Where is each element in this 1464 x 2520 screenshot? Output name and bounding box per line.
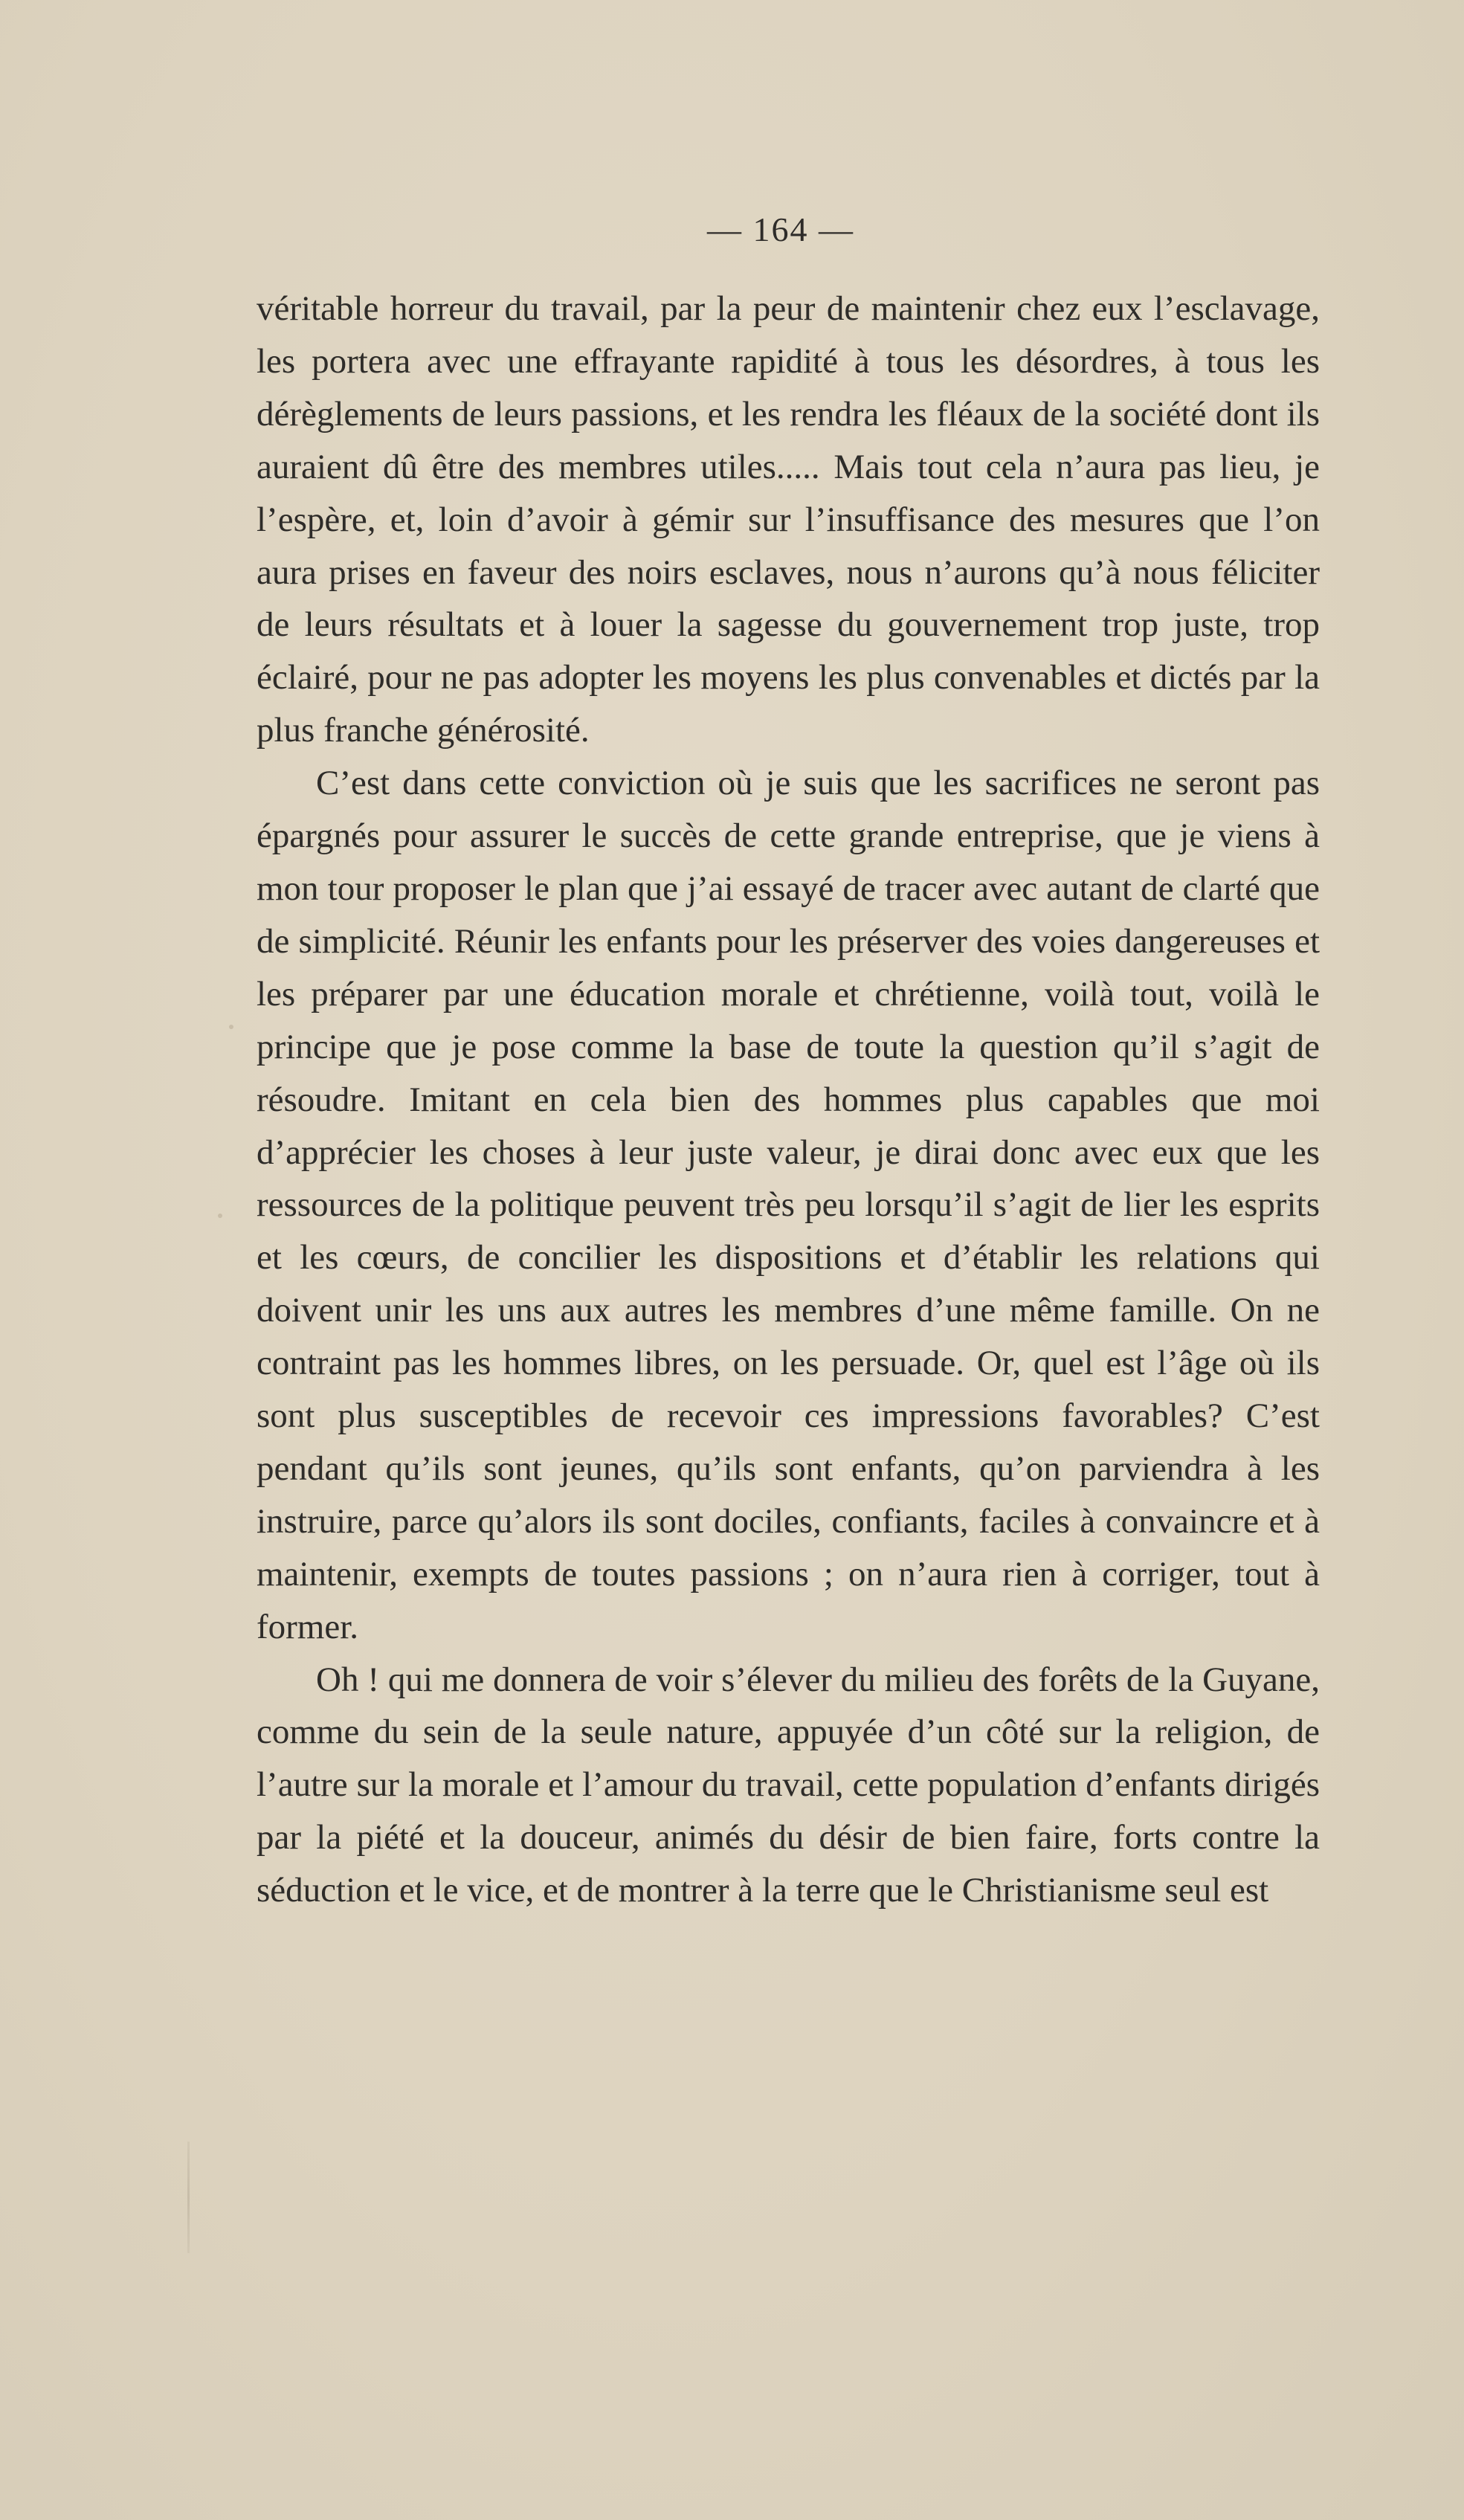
paper-speck xyxy=(229,1025,233,1029)
paragraph-2: C’est dans cette conviction où je suis que les sacrifices ne seront pas épargnés pour assurer le succès de cette grande entreprise, que je viens à mon tour proposer le plan que j’ai essayé de tracer avec autant de clarté que de simplicité. Réunir les enfants pour les préserver des voies dangereuses et les préparer par une éducation morale et chrétienne, voilà tout, voilà le principe que je pose comme la base de toute la question qu’il s’agit de résoudre. Imitant en cela bien des hommes plus capables que moi d’apprécier les choses à leur juste valeur, je dirai donc avec eux que les ressources de la politique peuvent très peu lorsqu’il s’agit de lier les esprits et les cœurs, de concilier les dispositions et d’établir les relations qui doivent unir les uns aux autres les membres d’une même famille. On ne contraint pas les hommes libres, on les persuade. Or, quel est l’âge où ils sont plus susceptibles de recevoir ces impressions favorables? C’est pendant qu’ils sont jeunes, qu’ils sont enfants, qu’on parviendra à les instruire, parce qu’alors ils sont dociles, confiants, faciles à convaincre et à maintenir, exempts de toutes passions ; on n’aura rien à corriger, tout à former. xyxy=(257,764,1320,1646)
page-number: — 164 — xyxy=(707,210,854,248)
paragraph-3: Oh ! qui me donnera de voir s’élever du milieu des forêts de la Guyane, comme du sein de la seule nature, appuyée d’un côté sur la religion, de l’autre sur la morale et l’amour du travail, cette population d’enfants dirigés par la piété et la douceur, animés du désir de bien faire, forts contre la séduction et le vice, et de montrer à la terre que le Christianisme seul est xyxy=(257,1660,1320,1910)
body-text xyxy=(257,283,1320,1917)
margin-smudge xyxy=(187,2142,190,2253)
paragraph-1: véritable horreur du travail, par la peur de maintenir chez eux l’esclavage, les portera avec une effrayante rapidité à tous les désordres, à tous les dérèglements de leurs passions, et les rendra les fléaux de la société dont ils auraient dû être des membres utiles..... Mais tout cela n’aura pas lieu, je l’espère, et, loin d’avoir à gémir sur l’insuffisance des mesures que l’on aura prises en faveur des noirs esclaves, nous n’aurons qu’à nous féliciter de leurs résultats et à louer la sagesse du gouvernement trop juste, trop éclairé, pour ne pas adopter les moyens les plus convenables et dictés par la plus franche générosité. xyxy=(257,289,1320,750)
paper-speck xyxy=(218,1214,222,1218)
